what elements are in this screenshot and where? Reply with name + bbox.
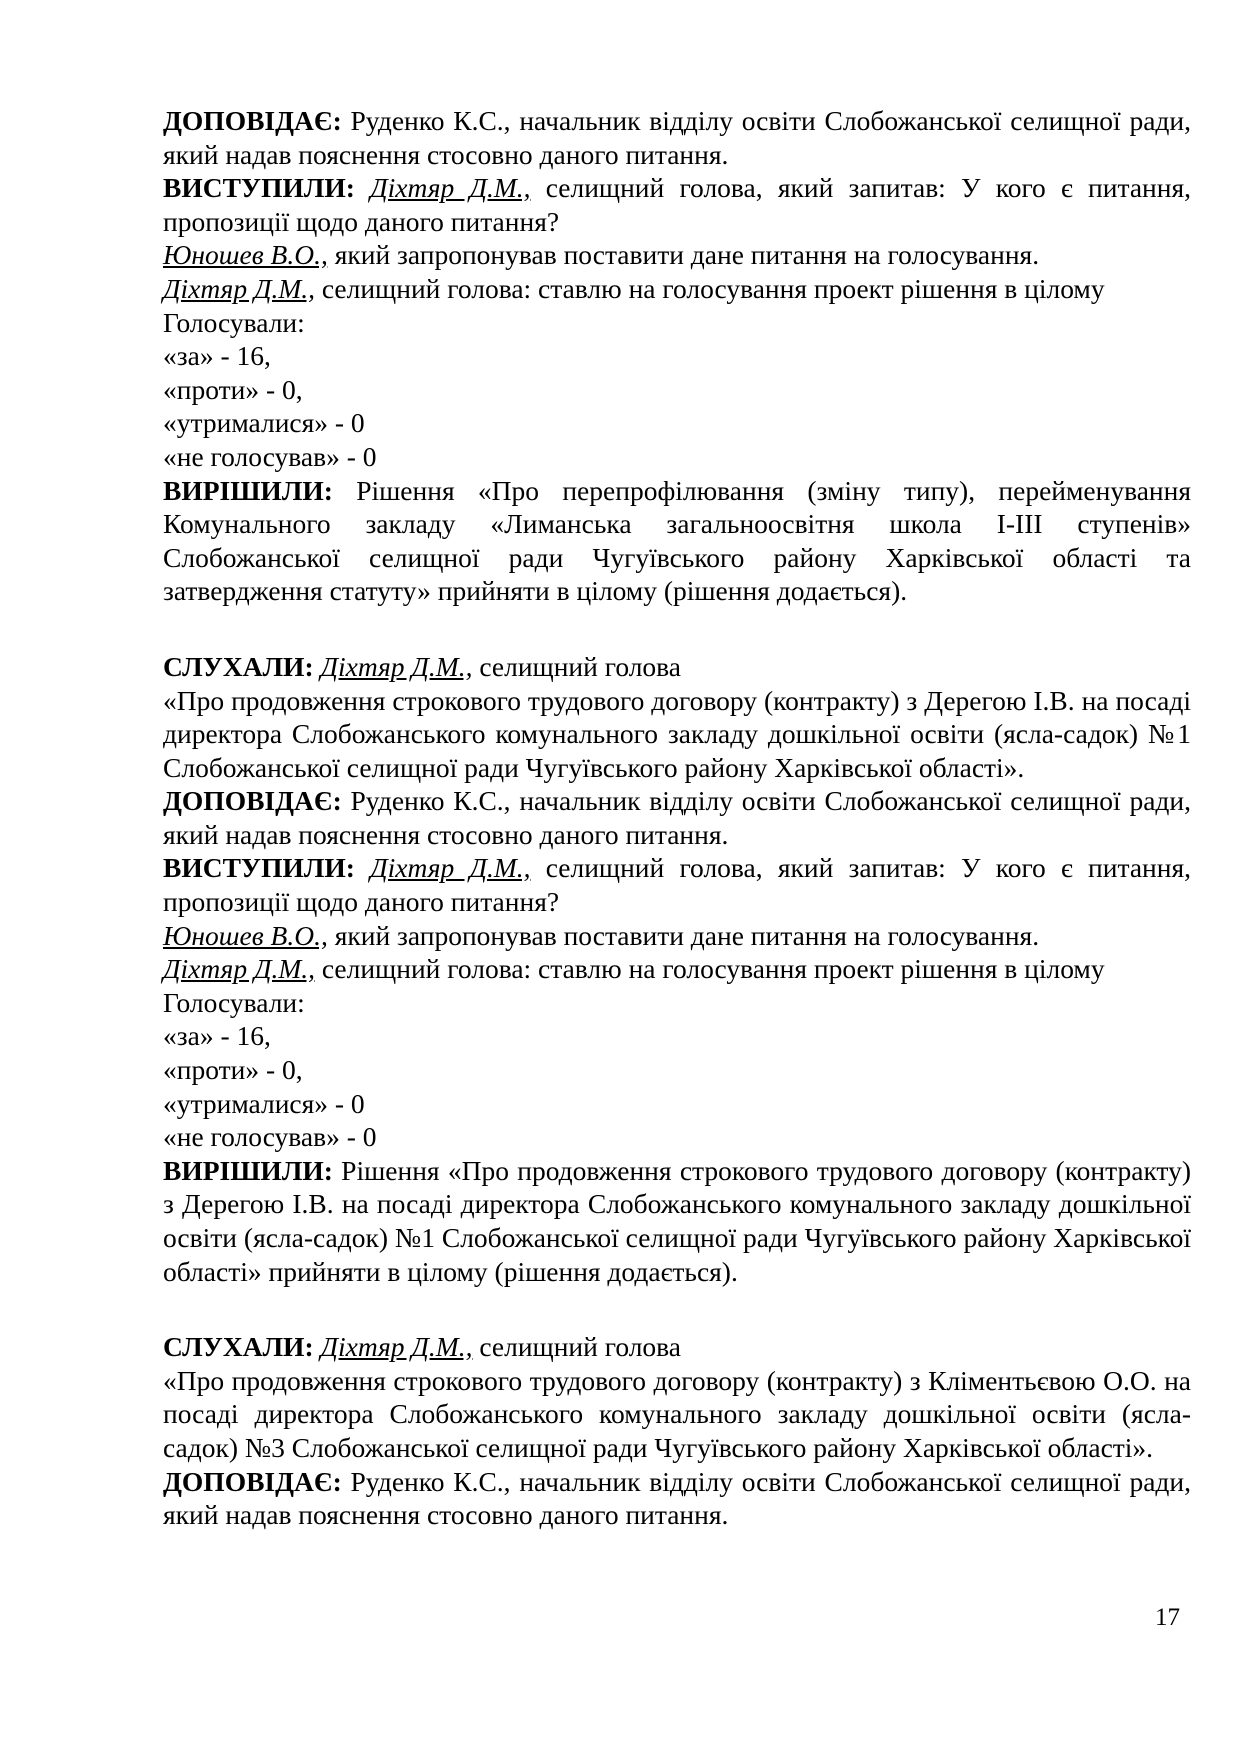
paragraph-text: Рішення «Про перепрофілювання (зміну типу), перейменування Комунального закладу «Лиманська загальноосвітня школа І-ІІІ ступенів» Слобожанської селищної ради Чугуївського району Харківської області та затвердження статуту» прийняти в цілому (рішення додається).: [163, 474, 1191, 607]
paragraph-text: «за» - 16,: [163, 1020, 271, 1052]
paragraph: [163, 1053, 1191, 1087]
paragraph: [163, 171, 1191, 238]
section-label: ДОПОВІДАЄ:: [163, 105, 342, 136]
speaker-name: Юношев В.О.,: [163, 919, 328, 951]
paragraph-text: Голосували:: [163, 306, 305, 338]
section-label: ДОПОВІДАЄ:: [163, 785, 342, 817]
section-label: ДОПОВІДАЄ:: [163, 1465, 342, 1497]
paragraph-text: [355, 172, 370, 203]
paragraph: [163, 406, 1191, 440]
paragraph-text: який запропонував поставити дане питання на голосування.: [327, 239, 1040, 271]
paragraph-text: Руденко К.С., начальник відділу освіти Слобожанської селищної ради, який надав пояснення стосовно даного питання.: [163, 785, 1191, 850]
paragraph-text: «проти» - 0,: [163, 373, 303, 405]
paragraph-text: «Про продовження строкового трудового договору (контракту) з Кліментьєвою О.О. на посаді директора Слобожанського комунального закладу дошкільної освіти (ясла-садок) №3 Слобожанської селищної ради Чугуївського району Харківської області».: [163, 1364, 1191, 1463]
paragraph: [163, 238, 1191, 272]
paragraph: [163, 1087, 1191, 1121]
speaker-name: Діхтяр Д.М.,: [370, 852, 531, 884]
paragraph-text: Руденко К.С., начальник відділу освіти Слобожанської селищної ради, який надав пояснення стосовно даного питання.: [163, 105, 1191, 170]
paragraph: [163, 684, 1191, 785]
paragraph: [163, 851, 1191, 918]
paragraph: [163, 1154, 1191, 1288]
paragraph: [163, 952, 1191, 986]
paragraph: [163, 650, 1191, 684]
section-label: СЛУХАЛИ:: [163, 650, 314, 682]
section-label: ВИСТУПИЛИ:: [163, 172, 355, 204]
paragraph-text: «Про продовження строкового трудового договору (контракту) з Дерегою І.В. на посаді директора Слобожанського комунального закладу дошкільної освіти (ясла-садок) №1 Слобожанської селищної ради Чугуївського району Харківської області».: [163, 684, 1191, 783]
paragraph-text: [355, 852, 370, 883]
paragraph: [163, 1330, 1191, 1364]
paragraph: [163, 784, 1191, 851]
paragraph-text: Руденко К.С., начальник відділу освіти Слобожанської селищної ради, який надав пояснення стосовно даного питання.: [163, 1465, 1191, 1531]
speaker-name: Діхтяр Д.М.,: [320, 1331, 473, 1363]
page-number: 17: [1155, 1604, 1180, 1631]
paragraph: [163, 373, 1191, 407]
paragraph-text: «проти» - 0,: [163, 1054, 303, 1086]
paragraph: [163, 1364, 1191, 1465]
paragraph-text: селищний голова: ставлю на голосування проект рішення в цілому: [314, 953, 1105, 985]
paragraph-text: «не голосував» - 0: [163, 1121, 377, 1153]
speaker-name: Діхтяр Д.М.,: [163, 272, 315, 304]
paragraph: [163, 1120, 1191, 1154]
section-label: СЛУХАЛИ:: [163, 1331, 314, 1363]
paragraph-text: «утрималися» - 0: [163, 407, 365, 439]
paragraph: [163, 1019, 1191, 1053]
paragraph-text: Рішення «Про продовження строкового трудового договору (контракту) з Дерегою І.В. на посаді директора Слобожанського комунального закладу дошкільної освіти (ясла-садок) №1 Слобожанської селищної ради Чугуївського району Харківської області» прийняти в цілому (рішення додається).: [163, 1154, 1191, 1287]
paragraph-text: «не голосував» - 0: [163, 440, 377, 472]
paragraph: [163, 306, 1191, 340]
paragraph: [163, 919, 1191, 953]
paragraph-text: Голосували:: [163, 986, 305, 1018]
section-spacer: [163, 608, 1191, 650]
paragraph: [163, 1465, 1191, 1532]
section-label: ВИРІШИЛИ:: [163, 1154, 333, 1186]
page-body: [163, 104, 1191, 1532]
paragraph: [163, 986, 1191, 1020]
paragraph-text: «утрималися» - 0: [163, 1087, 365, 1119]
speaker-name: Діхтяр Д.М.,: [370, 172, 531, 204]
paragraph: [163, 339, 1191, 373]
speaker-name: Діхтяр Д.М.,: [320, 650, 473, 682]
paragraph: [163, 474, 1191, 608]
paragraph-text: «за» - 16,: [163, 340, 271, 372]
paragraph-text: який запропонував поставити дане питання на голосування.: [327, 919, 1040, 951]
paragraph-text: селищний голова: ставлю на голосування проект рішення в цілому: [314, 272, 1105, 304]
paragraph: [163, 440, 1191, 474]
section-label: ВИРІШИЛИ:: [163, 474, 333, 506]
paragraph-text: селищний голова: [472, 650, 682, 682]
paragraph-text: селищний голова: [472, 1331, 682, 1363]
section-spacer: [163, 1288, 1191, 1330]
speaker-name: Юношев В.О.,: [163, 239, 328, 271]
section-label: ВИСТУПИЛИ:: [163, 852, 355, 884]
paragraph: [163, 272, 1191, 306]
paragraph-text: селищний голова, який запитав: У кого є питання, пропозиції щодо даного питання?: [163, 172, 1191, 237]
paragraph-text: селищний голова, який запитав: У кого є питання, пропозиції щодо даного питання?: [163, 852, 1191, 918]
paragraph: [163, 104, 1191, 171]
speaker-name: Діхтяр Д.М.,: [163, 953, 315, 985]
